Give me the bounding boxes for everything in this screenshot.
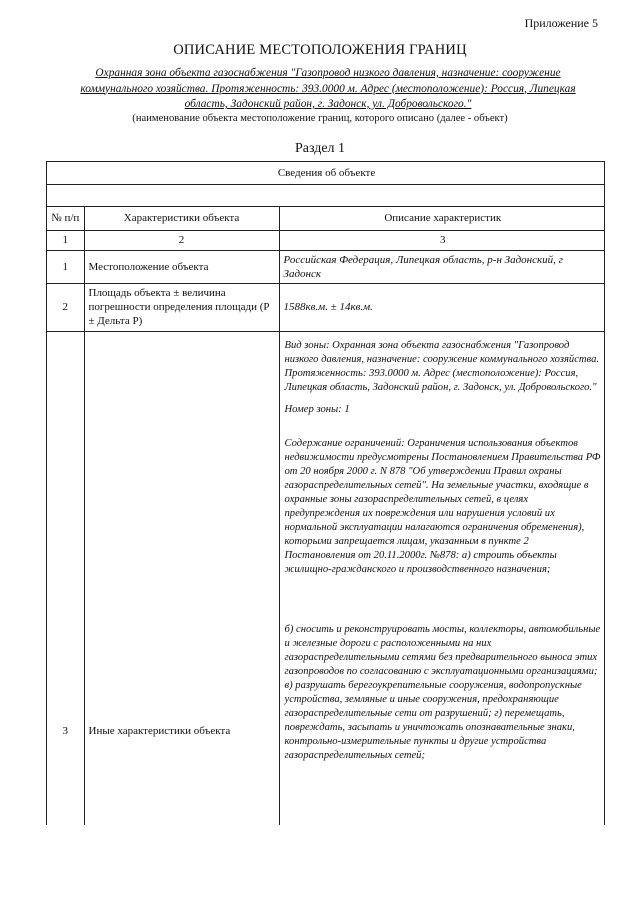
header-cell-characteristic: Характеристики объекта xyxy=(84,206,279,230)
row-number: 3 xyxy=(47,331,84,825)
document-title: ОПИСАНИЕ МЕСТОПОЛОЖЕНИЯ ГРАНИЦ xyxy=(173,42,467,58)
object-info-grid xyxy=(47,162,605,825)
object-name-caption: (наименование объекта местоположение границ, которого описано (далее - объект) xyxy=(132,113,508,124)
column-number-3: 3 xyxy=(279,230,605,250)
restrictions-paragraph: Содержание ограничений: Ограничения использования объектов недвижимости предусмотрены Постановлением Правительства РФ от 20 ноября 2000 г. N 878 "Об утверждении Правил охраны газораспределительных сетей". На земельные участки, входящие в охранные зоны газораспределительных сетей, в целях предупреждения их повреждения или нарушения условий их нормальной эксплуатации налагаются ограничения обременения), которыми запрещается лицам, указанным в пункте 2 Постановления от 20.11.2000г. №878: а) строить объекты жилищно-гражданского и производственного назначения; xyxy=(284,437,601,575)
table-header-row xyxy=(47,206,605,230)
table-spacer-row xyxy=(47,184,605,206)
zone-type-paragraph: Вид зоны: Охранная зона объекта газоснабжения "Газопровод низкого давления, назначение: сооружение коммунального хозяйства. Протяженность: 393.0000 м. Адрес (местоположение): Россия, Липецкая область, Задонский район, г. Задонск, ул. Добровольского." xyxy=(284,339,600,393)
table-spacer xyxy=(47,184,605,206)
table-row xyxy=(47,331,605,825)
row-description xyxy=(279,331,605,825)
header-cell-number: № п/п xyxy=(47,206,84,230)
zone-number-paragraph: Номер зоны: 1 xyxy=(284,403,350,415)
column-number-1: 1 xyxy=(47,230,84,250)
row-number: 1 xyxy=(47,250,84,283)
header-cell-description: Описание характеристик xyxy=(279,206,605,230)
table-row xyxy=(47,283,605,331)
row-characteristic: Местоположение объекта xyxy=(84,250,279,283)
table-row xyxy=(47,250,605,283)
table-title: Сведения об объекте xyxy=(47,162,605,184)
object-name: Охранная зона объекта газоснабжения "Газопровод низкого давления, назначение: сооружение коммунального хозяйства. Протяженность: 393.0000 м. Адрес (местоположение): Россия, Липецкая область, Задонский район, г. Задонск, ул. Добровольского." xyxy=(80,67,576,110)
row-number: 2 xyxy=(47,283,84,331)
row-characteristic: Иные характеристики объекта xyxy=(84,331,279,825)
column-number-2: 2 xyxy=(84,230,279,250)
row-description: Российская Федерация, Липецкая область, р-н Задонский, г Задонск xyxy=(279,250,605,283)
appendix-number: Приложение 5 xyxy=(524,16,598,30)
restrictions-continued-paragraph: б) сносить и реконструировать мосты, коллекторы, автомобильные и железные дороги с расположенными на них газораспределительными сетями без предварительного выноса этих газопроводов по согласованию с эксплуатационными организациями; в) разрушать берегоукрепительные сооружения, водопропускные устройства, земляные и иные сооружения, предохраняющие газораспределительные сети от разрушений; г) перемещать, повреждать, засыпать и уничтожать опознавательные знаки, контрольно-измерительные пункты и другие устройства газораспределительных сетей; xyxy=(284,623,601,761)
row-characteristic: Площадь объекта ± величина погрешности определения площади (Р ± Дельта Р) xyxy=(84,283,279,331)
row-description: 1588кв.м. ± 14кв.м. xyxy=(279,283,605,331)
section-title: Раздел 1 xyxy=(294,141,346,156)
object-info-table xyxy=(46,161,605,825)
column-number-row xyxy=(47,230,605,250)
table-title-row xyxy=(47,162,605,184)
